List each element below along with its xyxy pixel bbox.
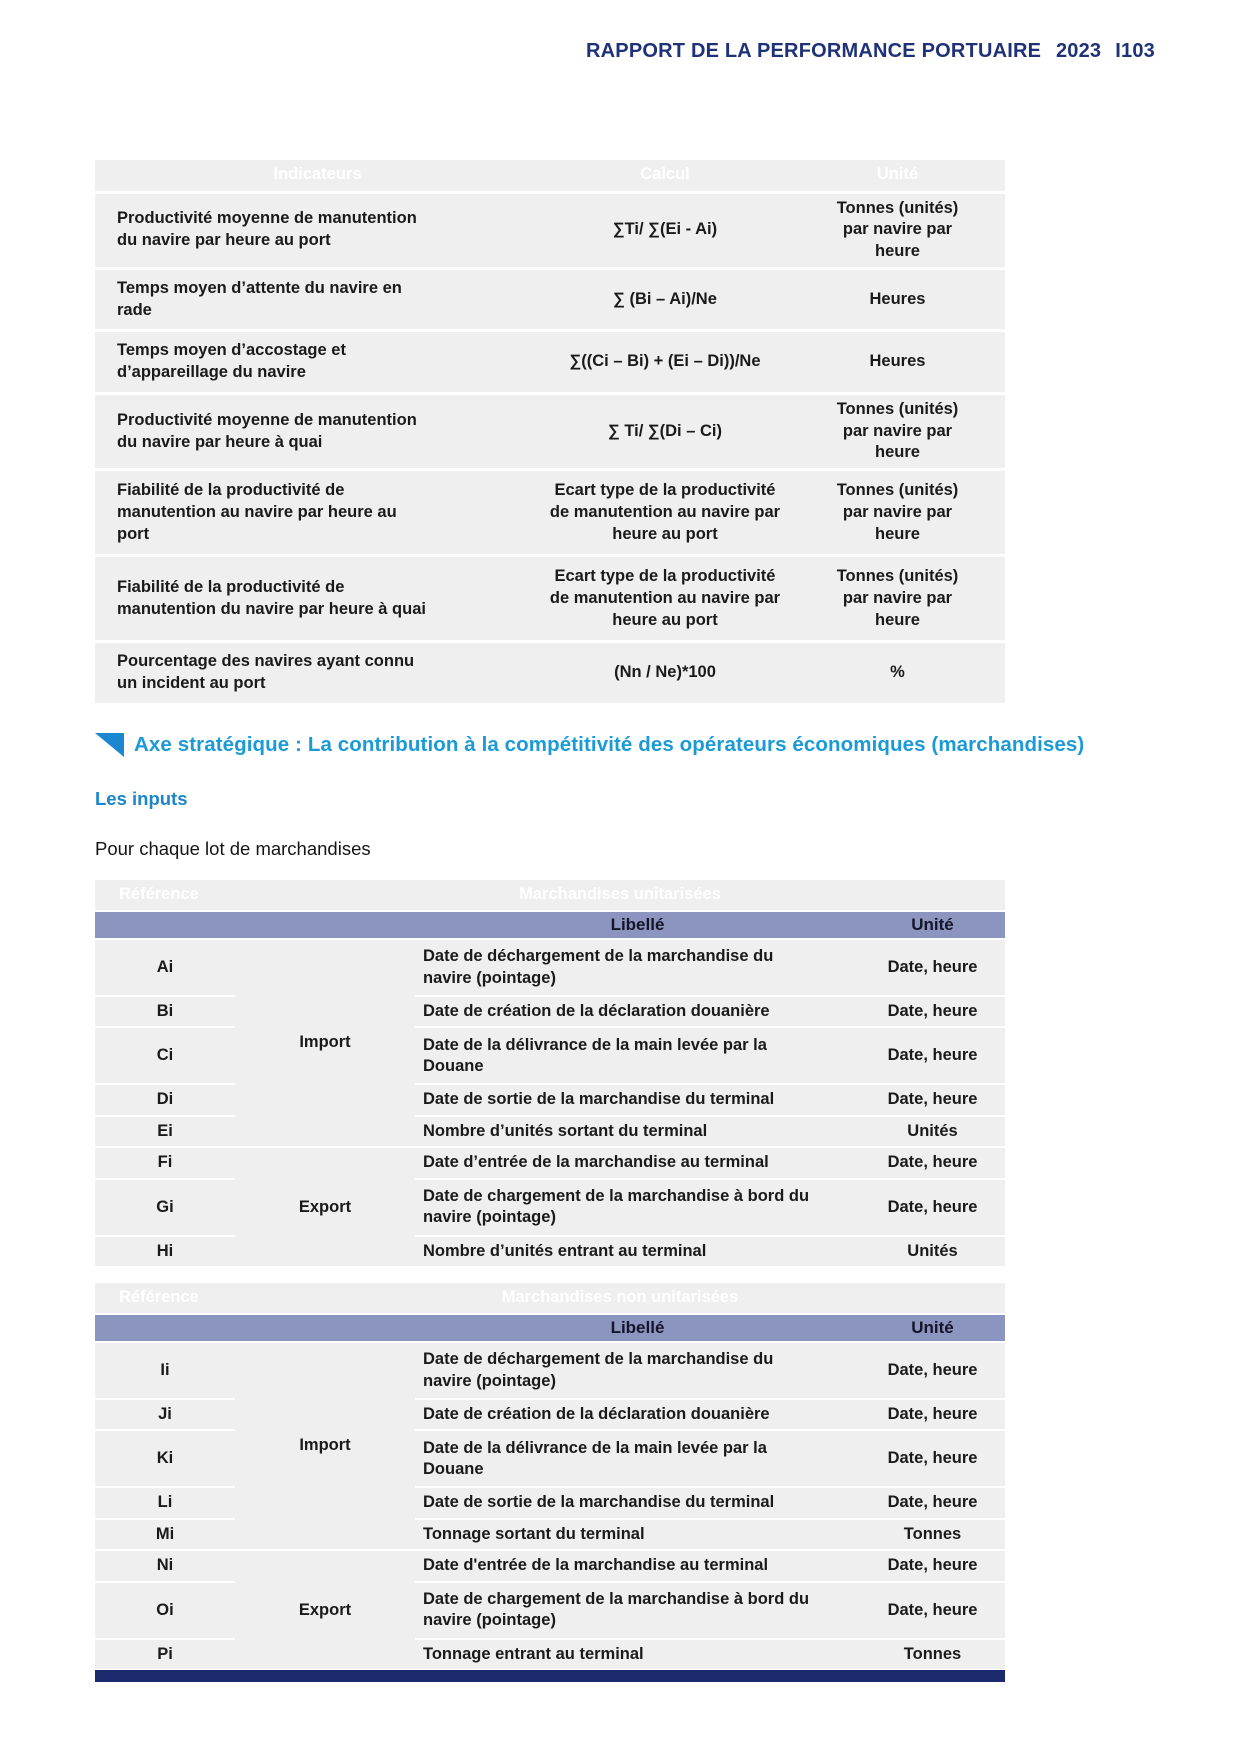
unite-cell: Date, heure: [860, 1084, 1005, 1115]
table-title: Marchandises non unitarisées: [235, 1283, 1005, 1314]
indicator-cell: Productivité moyenne de manutention du navire par heure à quai: [95, 393, 540, 469]
page-number: 103: [1121, 40, 1155, 62]
group-cell-import: Import: [235, 939, 415, 1147]
intro-text: Pour chaque lot de marchandises: [95, 838, 371, 859]
table-row: [95, 1519, 1005, 1550]
libelle-cell: Tonnage sortant du terminal: [415, 1519, 860, 1550]
indicator-cell: Temps moyen d’accostage et d’appareillage du navire: [95, 331, 540, 394]
unite-cell: Date, heure: [860, 1550, 1005, 1581]
table-row: [95, 1399, 1005, 1430]
unite-cell: Date, heure: [860, 1582, 1005, 1639]
libelle-cell: Date de sortie de la marchandise du terminal: [415, 1084, 860, 1115]
unit-cell: Tonnes (unités) par navire par heure: [790, 556, 1005, 642]
sub-header-empty: [95, 1314, 415, 1342]
ref-cell: Di: [95, 1084, 235, 1115]
reference-header: Référence: [95, 1283, 235, 1314]
libelle-header: Libellé: [415, 1314, 860, 1342]
unit-cell: %: [790, 642, 1005, 703]
ref-cell: Oi: [95, 1582, 235, 1639]
libelle-cell: Date de déchargement de la marchandise du navire (pointage): [415, 1342, 860, 1399]
non-unitized-goods-table: [95, 1283, 1005, 1669]
libelle-cell: Date de déchargement de la marchandise du navire (pointage): [415, 939, 860, 996]
table-row: [95, 268, 1005, 331]
col-header-unite: Unité: [790, 160, 1005, 192]
unit-cell: Tonnes (unités) par navire par heure: [790, 393, 1005, 469]
unite-cell: Date, heure: [860, 1342, 1005, 1399]
unite-cell: Unités: [860, 1236, 1005, 1266]
formula-cell: ∑Ti/ ∑(Ei - Ai): [540, 192, 790, 268]
unit-cell: Heures: [790, 331, 1005, 394]
inputs-label: Les inputs: [95, 788, 188, 809]
unite-header: Unité: [860, 1314, 1005, 1342]
ref-cell: Ji: [95, 1399, 235, 1430]
unite-cell: Date, heure: [860, 1430, 1005, 1487]
libelle-cell: Date de création de la déclaration douanière: [415, 996, 860, 1027]
formula-cell: ∑ Ti/ ∑(Di – Ci): [540, 393, 790, 469]
sub-header-empty: [95, 911, 415, 939]
ref-cell: Ci: [95, 1027, 235, 1084]
ref-cell: Gi: [95, 1179, 235, 1236]
formula-cell: ∑ (Bi – Ai)/Ne: [540, 268, 790, 331]
group-cell-export: Export: [235, 1147, 415, 1266]
unite-cell: Unités: [860, 1116, 1005, 1147]
report-year: 2023: [1055, 40, 1102, 62]
ref-cell: Pi: [95, 1639, 235, 1669]
unitized-goods-table: [95, 880, 1005, 1266]
unite-cell: Date, heure: [860, 1487, 1005, 1518]
header-separator: I: [1115, 40, 1122, 62]
unit-cell: Tonnes (unités) par navire par heure: [790, 470, 1005, 556]
libelle-cell: Nombre d’unités entrant au terminal: [415, 1236, 860, 1266]
formula-cell: Ecart type de la productivité de manutention au navire par heure au port: [540, 470, 790, 556]
group-cell-export: Export: [235, 1550, 415, 1669]
unite-header: Unité: [860, 911, 1005, 939]
libelle-cell: Tonnage entrant au terminal: [415, 1639, 860, 1669]
formula-cell: Ecart type de la productivité de manutention au navire par heure au port: [540, 556, 790, 642]
table-row: [95, 1179, 1005, 1236]
libelle-cell: Nombre d’unités sortant du terminal: [415, 1116, 860, 1147]
table-row: [95, 1116, 1005, 1147]
table-row: [95, 1430, 1005, 1487]
indicator-cell: Pourcentage des navires ayant connu un incident au port: [95, 642, 540, 703]
table-title: Marchandises unitarisées: [235, 880, 1005, 911]
table-row: [95, 556, 1005, 642]
unite-cell: Tonnes: [860, 1519, 1005, 1550]
indicator-cell: Temps moyen d’attente du navire en rade: [95, 268, 540, 331]
col-header-calcul: Calcul: [540, 160, 790, 192]
ref-cell: Bi: [95, 996, 235, 1027]
libelle-cell: Date d'entrée de la marchandise au terminal: [415, 1550, 860, 1581]
unite-cell: Tonnes: [860, 1639, 1005, 1669]
table-row: [95, 939, 1005, 996]
libelle-cell: Date de chargement de la marchandise à bord du navire (pointage): [415, 1179, 860, 1236]
ref-cell: Fi: [95, 1147, 235, 1178]
libelle-cell: Date d’entrée de la marchandise au terminal: [415, 1147, 860, 1178]
indicators-table: [95, 160, 1005, 703]
group-cell-import: Import: [235, 1342, 415, 1550]
ref-cell: Ii: [95, 1342, 235, 1399]
indicator-cell: Fiabilité de la productivité de manutention du navire par heure à quai: [95, 556, 540, 642]
col-header-indicateurs: Indicateurs: [95, 160, 540, 192]
ref-cell: Ai: [95, 939, 235, 996]
table-row: [95, 1639, 1005, 1669]
table-row: [95, 393, 1005, 469]
unite-cell: Date, heure: [860, 939, 1005, 996]
table-row: [95, 642, 1005, 703]
ref-cell: Mi: [95, 1519, 235, 1550]
table-row: [95, 1236, 1005, 1266]
libelle-cell: Date de création de la déclaration douanière: [415, 1399, 860, 1430]
table-row: [95, 1342, 1005, 1399]
indicators-table-header: [95, 160, 1005, 192]
table-title-row: [95, 1283, 1005, 1314]
table-row: [95, 192, 1005, 268]
table-title-row: [95, 880, 1005, 911]
table-row: [95, 1084, 1005, 1115]
unite-cell: Date, heure: [860, 1027, 1005, 1084]
libelle-cell: Date de la délivrance de la main levée par la Douane: [415, 1027, 860, 1084]
unite-cell: Date, heure: [860, 1147, 1005, 1178]
table-row: [95, 1147, 1005, 1178]
ref-cell: Li: [95, 1487, 235, 1518]
table-row: [95, 1550, 1005, 1581]
strategic-axis-heading: [95, 733, 1095, 757]
indicator-cell: Productivité moyenne de manutention du navire par heure au port: [95, 192, 540, 268]
ref-cell: Ei: [95, 1116, 235, 1147]
formula-cell: ∑((Ci – Bi) + (Ei – Di))/Ne: [540, 331, 790, 394]
formula-cell: (Nn / Ne)*100: [540, 642, 790, 703]
indicator-cell: Fiabilité de la productivité de manutention au navire par heure au port: [95, 470, 540, 556]
libelle-header: Libellé: [415, 911, 860, 939]
sub-header-row: [95, 911, 1005, 939]
unit-cell: Heures: [790, 268, 1005, 331]
libelle-cell: Date de la délivrance de la main levée par la Douane: [415, 1430, 860, 1487]
ref-cell: Ki: [95, 1430, 235, 1487]
unit-cell: Tonnes (unités) par navire par heure: [790, 192, 1005, 268]
table-row: [95, 1487, 1005, 1518]
strategic-axis-title: Axe stratégique : La contribution à la compétitivité des opérateurs économiques (marchandises): [134, 733, 1085, 756]
page-bottom-bar: [95, 1670, 1005, 1682]
table-row: [95, 1582, 1005, 1639]
ref-cell: Ni: [95, 1550, 235, 1581]
report-title: RAPPORT DE LA PERFORMANCE PORTUAIRE: [586, 40, 1042, 62]
libelle-cell: Date de sortie de la marchandise du terminal: [415, 1487, 860, 1518]
table-row: [95, 470, 1005, 556]
unite-cell: Date, heure: [860, 1399, 1005, 1430]
unite-cell: Date, heure: [860, 1179, 1005, 1236]
reference-header: Référence: [95, 880, 235, 911]
ref-cell: Hi: [95, 1236, 235, 1266]
sub-header-row: [95, 1314, 1005, 1342]
unite-cell: Date, heure: [860, 996, 1005, 1027]
table-row: [95, 1027, 1005, 1084]
table-row: [95, 996, 1005, 1027]
libelle-cell: Date de chargement de la marchandise à bord du navire (pointage): [415, 1582, 860, 1639]
triangle-icon: [95, 733, 124, 757]
page-header: [95, 40, 1155, 63]
table-row: [95, 331, 1005, 394]
